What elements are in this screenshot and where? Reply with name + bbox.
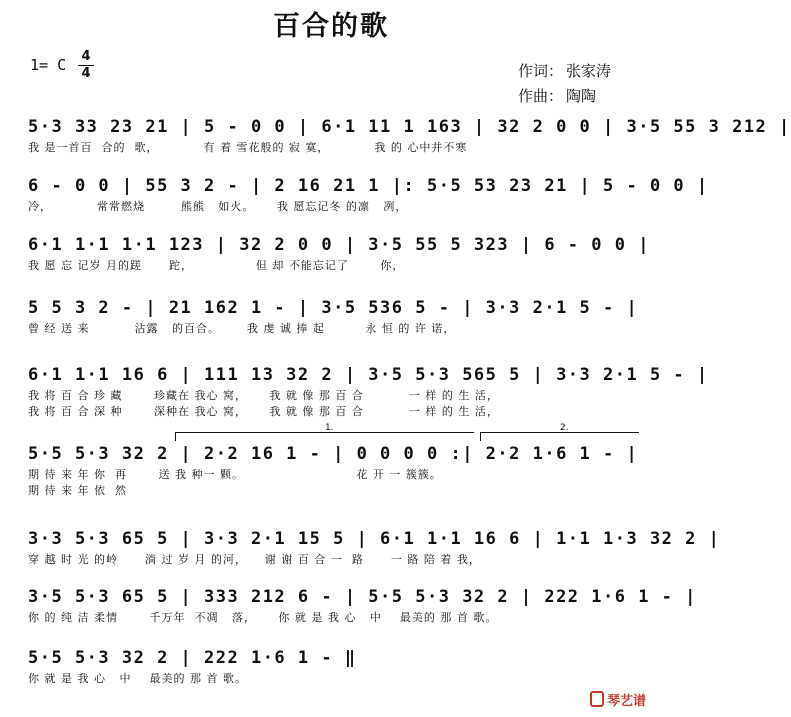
key-signature: 1= C xyxy=(30,56,67,74)
watermark-logo xyxy=(590,690,646,709)
notation: 5·5 5·3 32 2 | 2·2 16 1 - | 0 0 0 0 :| 2·2 1·6 1 - | xyxy=(28,444,639,464)
notation: 5·3 33 23 21 | 5 - 0 0 | 6·1 11 1 163 | 32 2 0 0 | 3·5 55 3 212 | xyxy=(28,117,791,137)
score-line-6 xyxy=(28,443,638,499)
volta-label: 2. xyxy=(560,423,569,433)
notation: 3·3 5·3 65 5 | 3·3 2·1 15 5 | 6·1 1·1 16 6 | 1·1 1·3 32 2 | xyxy=(28,529,721,549)
lyric-verse: 期 待 来 年 你 再 送 我 种一 颗。 花 开 一 簇簇。 xyxy=(28,468,442,481)
credit-label: 作曲： xyxy=(518,87,564,105)
volta-1 xyxy=(175,423,475,439)
notation: 3·5 5·3 65 5 | 333 212 6 - | 5·5 5·3 32 2 | 222 1·6 1 - | xyxy=(28,587,697,607)
lyric-verse: 你 的 纯 洁 柔情 千万年 不凋 落， 你 就 是 我 心 中 最美的 那 首 歌。 xyxy=(28,611,498,624)
notation: 6·1 1·1 1·1 123 | 32 2 0 0 | 3·5 55 5 323 | 6 - 0 0 | xyxy=(28,235,650,255)
score-line-4 xyxy=(28,297,638,337)
score-line-2 xyxy=(28,175,709,215)
credit-value: 陶陶 xyxy=(566,87,597,105)
notation: 6·1 1·1 16 6 | 111 13 32 2 | 3·5 5·3 565 5 | 3·3 2·1 5 - | xyxy=(28,365,709,385)
song-title: 百合的歌 xyxy=(273,11,389,42)
lyric-verse: 期 待 来 年 依 然 xyxy=(28,484,127,497)
credit-composer xyxy=(518,85,596,106)
volta-2 xyxy=(480,423,640,439)
watermark-text: 琴艺谱 xyxy=(607,694,647,709)
lyric-verse: 你 就 是 我 心 中 最美的 那 首 歌。 xyxy=(28,672,247,685)
time-signature-bottom: 4 xyxy=(81,66,91,81)
lyric-verse: 穿 越 时 光 的岭 淌 过 岁 月 的河， 谢 谢 百 合 一 路 一 路 陪 着 我， xyxy=(28,553,481,566)
lyric-verse: 我 是一首百 合的 歌， 有 着 雪花般的 寂 寞， 我 的 心中并不寒 xyxy=(28,141,468,154)
credit-lyricist xyxy=(518,60,611,81)
score-line-3 xyxy=(28,234,650,274)
notation: 5 5 3 2 - | 21 162 1 - | 3·5 536 5 - | 3·3 2·1 5 - | xyxy=(28,298,639,318)
lyric-verse: 我 愿 忘 记岁 月的蹉 跎， 但 却 不能忘记了 你， xyxy=(28,259,405,272)
score-line-9 xyxy=(28,647,638,687)
credit-label: 作词： xyxy=(518,62,564,80)
time-signature-top: 4 xyxy=(81,49,91,64)
volta-label: 1. xyxy=(325,423,334,433)
lyric-verse: 冷， 常常燃烧 熊熊 如火。 我 愿忘记冬 的凛 冽， xyxy=(28,200,408,213)
time-signature xyxy=(78,50,94,81)
score-line-8 xyxy=(28,586,697,626)
score-line-5 xyxy=(28,364,709,420)
notation: 5·5 5·3 32 2 | 222 1·6 1 - ‖ xyxy=(28,648,357,668)
credit-value: 张家涛 xyxy=(566,62,612,80)
notation: 6 - 0 0 | 55 3 2 - | 2 16 21 1 |: 5·5 53 23 21 | 5 - 0 0 | xyxy=(28,176,709,196)
lyric-verse: 我 将 百 合 深 种 深种在 我心 窝， 我 就 像 那 百 合 一 样 的 生 活， xyxy=(28,405,499,418)
score-line-7 xyxy=(28,528,721,568)
lyric-verse: 曾 经 送 来 沾露 的百合。 我 虔 诚 捧 起 永 恒 的 许 诺， xyxy=(28,322,456,335)
lyric-verse: 我 将 百 合 珍 藏 珍藏在 我心 窝， 我 就 像 那 百 合 一 样 的 生 活， xyxy=(28,389,499,402)
score-line-1 xyxy=(28,116,791,156)
logo-icon xyxy=(590,691,604,707)
